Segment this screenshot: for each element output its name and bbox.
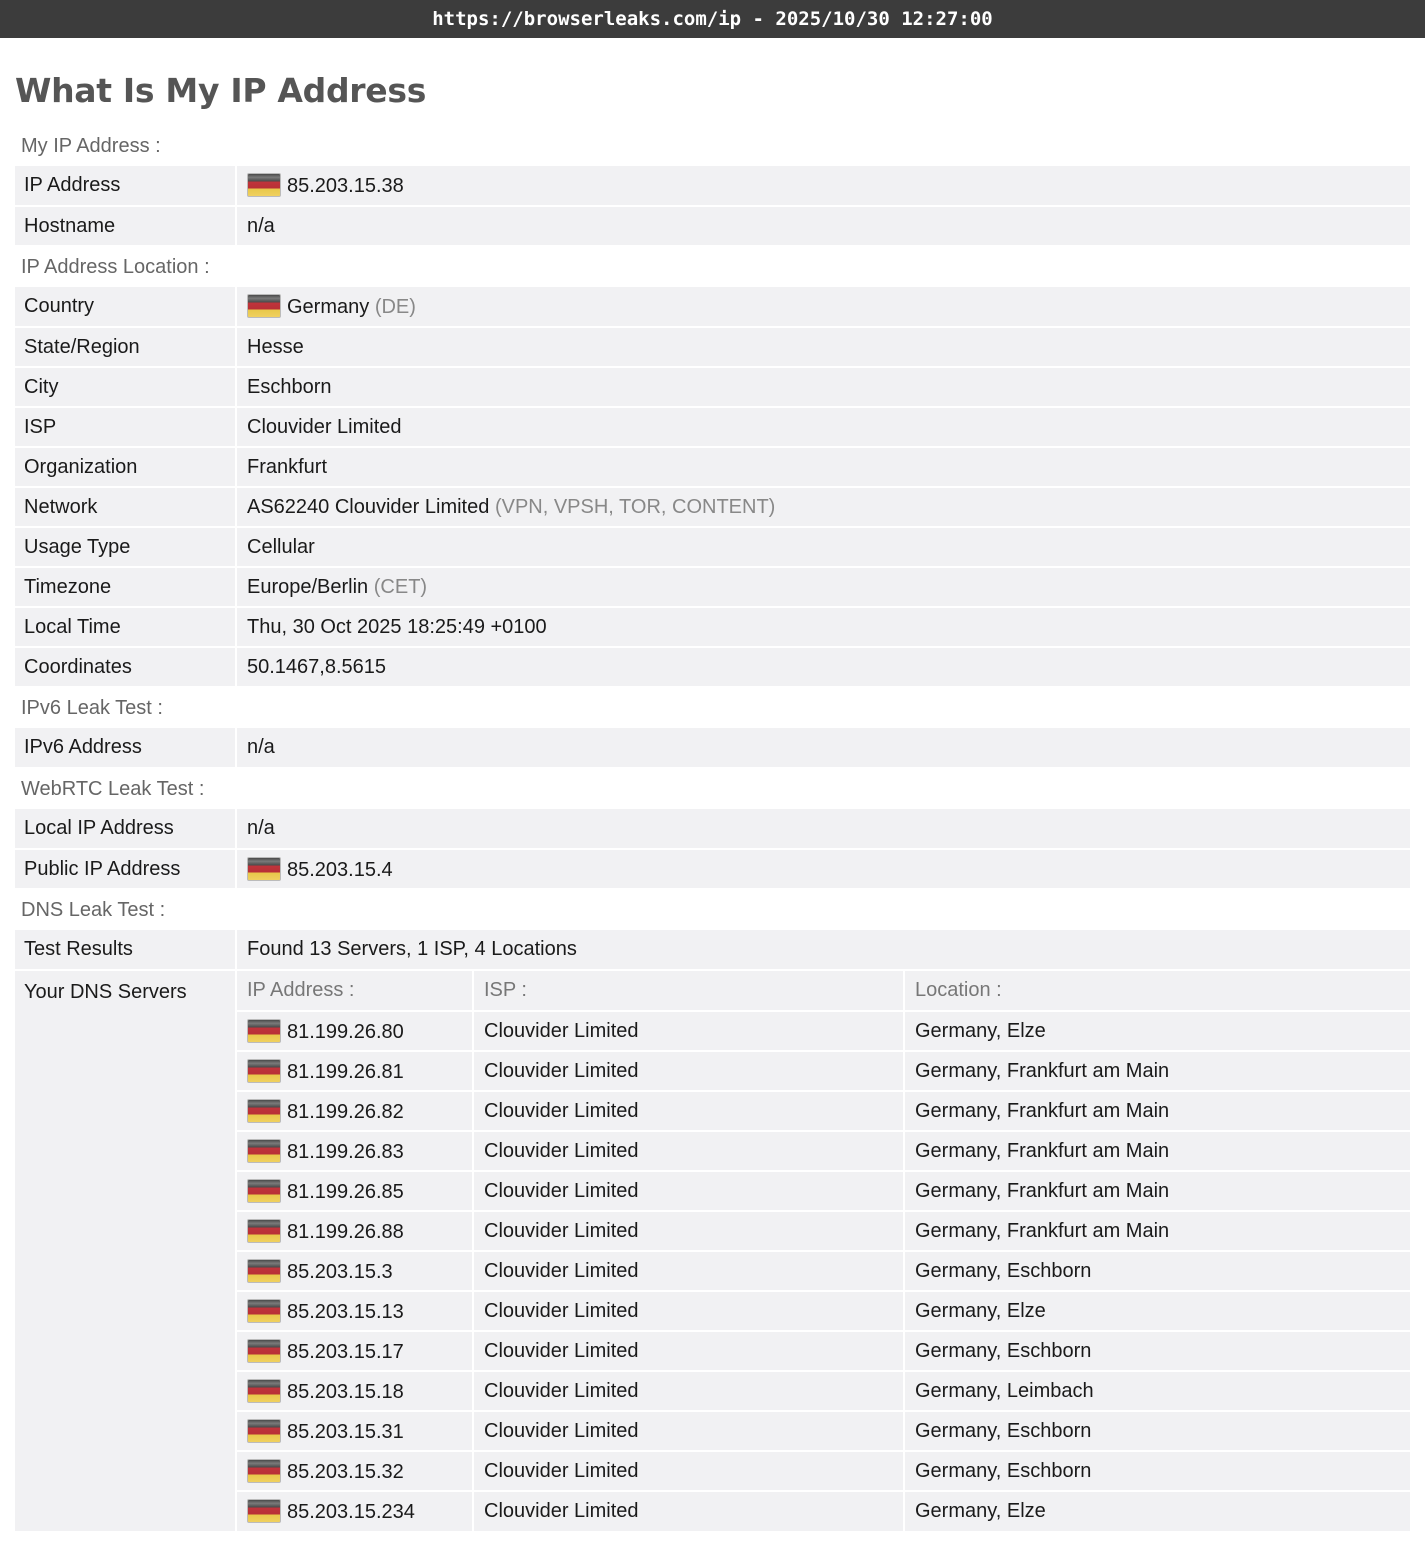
table-row [15, 447, 1410, 487]
germany-flag-icon [247, 1499, 281, 1523]
row-key: Your DNS Servers [15, 970, 236, 1532]
table-row [15, 849, 1410, 889]
dns-location: Germany, Frankfurt am Main [904, 1051, 1410, 1091]
table-row [15, 166, 1410, 206]
country-value: Germany [287, 296, 370, 318]
dns-ip: 85.203.15.18 [287, 1380, 404, 1403]
dns-ip-cell [237, 1211, 473, 1251]
dns-ip: 81.199.26.83 [287, 1140, 404, 1163]
dns-location: Germany, Leimbach [904, 1371, 1410, 1411]
dns-location: Germany, Eschborn [904, 1451, 1410, 1491]
dns-table [15, 930, 1410, 1533]
country-code: (DE) [374, 296, 416, 318]
row-key: IP Address [15, 166, 236, 206]
table-row [15, 607, 1410, 647]
table-row [15, 647, 1410, 687]
ip-address-value: 85.203.15.38 [287, 175, 404, 197]
dns-ip: 85.203.15.32 [287, 1460, 404, 1483]
dns-ip: 81.199.26.88 [287, 1220, 404, 1243]
usage-type-value: Cellular [236, 527, 1410, 567]
organization-value: Frankfurt [236, 447, 1410, 487]
dns-isp: Clouvider Limited [473, 1331, 904, 1371]
germany-flag-icon [247, 1379, 281, 1403]
dns-location: Germany, Elze [904, 1011, 1410, 1051]
region-value: Hesse [236, 327, 1410, 367]
dns-ip-cell [237, 1251, 473, 1291]
screenshot-caption-bar [0, 0, 1425, 38]
dns-servers-table [237, 971, 1410, 1531]
row-key: Hostname [15, 206, 236, 246]
section-label-webrtc: WebRTC Leak Test : [21, 777, 205, 800]
row-value [236, 166, 1410, 206]
dns-ip: 85.203.15.13 [287, 1300, 404, 1323]
dns-isp: Clouvider Limited [473, 1131, 904, 1171]
dns-ip: 81.199.26.80 [287, 1020, 404, 1043]
section-label-my-ip: My IP Address : [21, 134, 161, 157]
dns-location: Germany, Elze [904, 1291, 1410, 1331]
row-key: Timezone [15, 567, 236, 607]
dns-isp: Clouvider Limited [473, 1051, 904, 1091]
table-row [15, 487, 1410, 527]
section-label-ipv6: IPv6 Leak Test : [21, 696, 163, 719]
dns-ip-cell [237, 1291, 473, 1331]
network-tags: (VPN, VPSH, TOR, CONTENT) [494, 495, 776, 518]
dns-isp: Clouvider Limited [473, 1371, 904, 1411]
table-row [15, 367, 1410, 407]
dns-server-row [237, 1251, 1410, 1291]
column-header-ip: IP Address : [237, 971, 473, 1011]
germany-flag-icon [247, 857, 281, 881]
dns-ip-cell [237, 1371, 473, 1411]
dns-ip-cell [237, 1131, 473, 1171]
row-key: Organization [15, 447, 236, 487]
page-content [0, 71, 1425, 1533]
table-row [15, 930, 1410, 970]
table-row [15, 567, 1410, 607]
row-key: ISP [15, 407, 236, 447]
section-label-location: IP Address Location : [21, 255, 210, 278]
dns-server-row [237, 1011, 1410, 1051]
dns-isp: Clouvider Limited [473, 1411, 904, 1451]
dns-server-row [237, 1451, 1410, 1491]
dns-server-row [237, 1131, 1410, 1171]
dns-location: Germany, Elze [904, 1491, 1410, 1531]
row-key: Test Results [15, 930, 236, 970]
coordinates-value: 50.1467,8.5615 [236, 647, 1410, 687]
table-row [15, 327, 1410, 367]
table-row [15, 728, 1410, 768]
table-row [15, 809, 1410, 849]
caption-text: https://browserleaks.com/ip - 2025/10/30 12:27:00 [432, 8, 993, 30]
dns-server-row [237, 1291, 1410, 1331]
dns-server-list [237, 1011, 1410, 1531]
row-value [236, 849, 1410, 889]
table-row [15, 287, 1410, 327]
dns-server-row [237, 1331, 1410, 1371]
timezone-value: Europe/Berlin [247, 575, 369, 598]
dns-ip-cell [237, 1451, 473, 1491]
dns-isp: Clouvider Limited [473, 1251, 904, 1291]
page-title: What Is My IP Address [15, 71, 427, 110]
dns-server-row [237, 1371, 1410, 1411]
dns-location: Germany, Frankfurt am Main [904, 1171, 1410, 1211]
dns-location: Germany, Frankfurt am Main [904, 1131, 1410, 1171]
dns-ip-cell [237, 1011, 473, 1051]
dns-location: Germany, Eschborn [904, 1331, 1410, 1371]
row-key: Public IP Address [15, 849, 236, 889]
dns-ip-cell [237, 1051, 473, 1091]
germany-flag-icon [247, 1259, 281, 1283]
section-label-dns: DNS Leak Test : [21, 898, 166, 921]
isp-value: Clouvider Limited [236, 407, 1410, 447]
row-key: Network [15, 487, 236, 527]
germany-flag-icon [247, 173, 281, 197]
my-ip-table [15, 166, 1410, 247]
dns-location: Germany, Eschborn [904, 1411, 1410, 1451]
germany-flag-icon [247, 1339, 281, 1363]
dns-ip: 81.199.26.82 [287, 1100, 404, 1123]
dns-isp: Clouvider Limited [473, 1291, 904, 1331]
dns-location: Germany, Frankfurt am Main [904, 1091, 1410, 1131]
row-key: Local IP Address [15, 809, 236, 849]
dns-isp: Clouvider Limited [473, 1211, 904, 1251]
dns-isp: Clouvider Limited [473, 1011, 904, 1051]
germany-flag-icon [247, 1419, 281, 1443]
local-time-value: Thu, 30 Oct 2025 18:25:49 +0100 [236, 607, 1410, 647]
table-row [15, 407, 1410, 447]
row-key: Coordinates [15, 647, 236, 687]
dns-server-row [237, 1211, 1410, 1251]
local-ip-value: n/a [236, 809, 1410, 849]
table-row [15, 970, 1410, 1532]
row-key: State/Region [15, 327, 236, 367]
germany-flag-icon [247, 1219, 281, 1243]
dns-server-row [237, 1491, 1410, 1531]
row-key: Country [15, 287, 236, 327]
dns-ip-cell [237, 1171, 473, 1211]
dns-location: Germany, Eschborn [904, 1251, 1410, 1291]
hostname-value: n/a [236, 206, 1410, 246]
dns-isp: Clouvider Limited [473, 1171, 904, 1211]
dns-isp: Clouvider Limited [473, 1451, 904, 1491]
column-header-location: Location : [904, 971, 1410, 1011]
dns-server-row [237, 1411, 1410, 1451]
germany-flag-icon [247, 1179, 281, 1203]
public-ip-value: 85.203.15.4 [287, 858, 393, 881]
germany-flag-icon [247, 1059, 281, 1083]
dns-ip: 85.203.15.31 [287, 1420, 404, 1443]
dns-ip-cell [237, 1411, 473, 1451]
dns-servers-cell [236, 970, 1410, 1532]
dns-ip-cell [237, 1331, 473, 1371]
dns-server-row [237, 1091, 1410, 1131]
dns-header-row [237, 971, 1410, 1011]
germany-flag-icon [247, 294, 281, 318]
dns-ip-cell [237, 1091, 473, 1131]
dns-ip-cell [237, 1491, 473, 1531]
timezone-abbr: (CET) [373, 575, 428, 598]
dns-server-row [237, 1171, 1410, 1211]
dns-ip: 81.199.26.85 [287, 1180, 404, 1203]
row-key: City [15, 367, 236, 407]
dns-ip: 85.203.15.3 [287, 1260, 393, 1283]
row-value [236, 567, 1410, 607]
dns-isp: Clouvider Limited [473, 1491, 904, 1531]
test-results-value: Found 13 Servers, 1 ISP, 4 Locations [236, 930, 1410, 970]
network-value: AS62240 Clouvider Limited [247, 495, 490, 518]
germany-flag-icon [247, 1099, 281, 1123]
ipv6-table [15, 728, 1410, 769]
dns-server-row [237, 1051, 1410, 1091]
row-key: Local Time [15, 607, 236, 647]
ipv6-value: n/a [236, 728, 1410, 768]
table-row [15, 206, 1410, 246]
row-value [236, 487, 1410, 527]
germany-flag-icon [247, 1139, 281, 1163]
table-row [15, 527, 1410, 567]
row-value [236, 287, 1410, 327]
dns-location: Germany, Frankfurt am Main [904, 1211, 1410, 1251]
row-key: IPv6 Address [15, 728, 236, 768]
webrtc-table [15, 809, 1410, 890]
dns-ip: 81.199.26.81 [287, 1060, 404, 1083]
germany-flag-icon [247, 1459, 281, 1483]
dns-isp: Clouvider Limited [473, 1091, 904, 1131]
germany-flag-icon [247, 1299, 281, 1323]
germany-flag-icon [247, 1019, 281, 1043]
row-key: Usage Type [15, 527, 236, 567]
dns-ip: 85.203.15.234 [287, 1501, 415, 1523]
location-table [15, 287, 1410, 688]
city-value: Eschborn [236, 367, 1410, 407]
dns-ip: 85.203.15.17 [287, 1340, 404, 1363]
column-header-isp: ISP : [473, 971, 904, 1011]
